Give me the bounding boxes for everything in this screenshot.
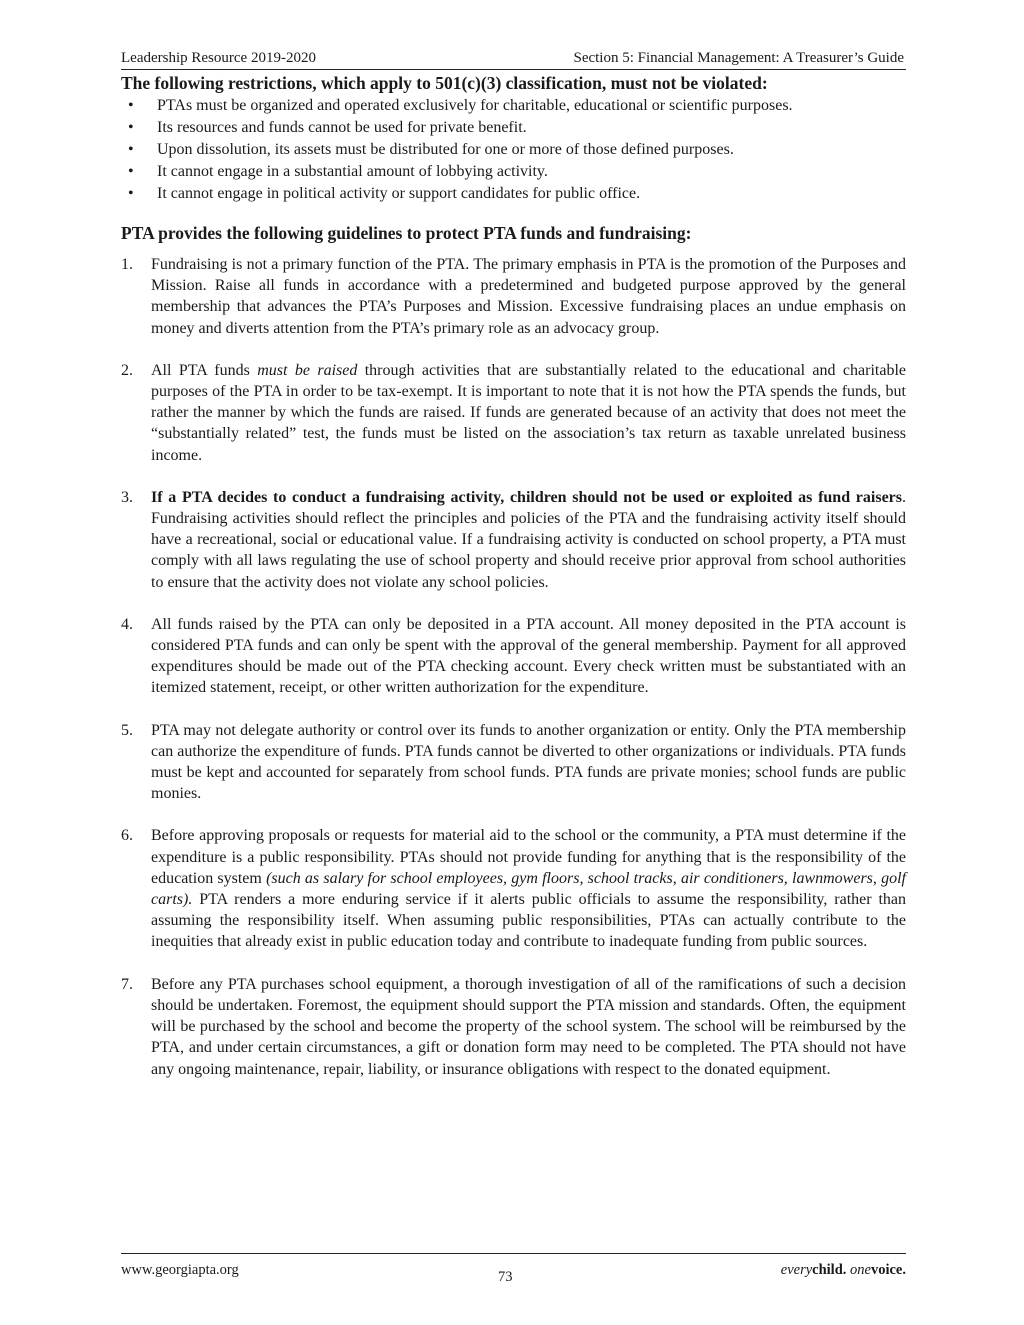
header-right-title: Section 5: Financial Management: A Treasurer’s Guide [573, 50, 904, 66]
list-item-text: Its resources and funds cannot be used for private benefit. [157, 119, 527, 136]
item-number: 5. [121, 721, 133, 739]
footer-website: www.georgiapta.org [121, 1262, 239, 1278]
guidelines-list [121, 254, 906, 1080]
item-number: 2. [121, 361, 133, 379]
page-content [121, 72, 906, 1101]
guideline-item-6 [121, 825, 906, 952]
item-text: PTA may not delegate authority or control over its funds to another organization or entity. Only the PTA membership can authorize the expenditure of funds. PTA funds cannot be diverted to other organizations or individuals. PTA funds must be kept and accounted for separately from school funds. PTA funds are private monies; school funds are public monies. [151, 721, 906, 803]
guideline-item-2 [121, 360, 906, 466]
item-number: 4. [121, 615, 133, 633]
item-text: Before approving proposals or requests for material aid to the school or the community, a PTA must determine if the expenditure is a public responsibility. PTAs should not provide funding for anything that is the responsibility of the education system (such as salary for school employees, gym floors, school tracks, air conditioners, lawnmowers, golf carts). PTA renders a more enduring service if it alerts public officials to assume the responsibility, rather than assuming the responsibility itself. When assuming public responsibilities, PTAs can actually contribute to the inequities that already exist in public education today and contribute to inadequate funding from public sources. [151, 827, 907, 951]
bullet-icon: • [128, 97, 134, 114]
item-number: 7. [121, 975, 133, 993]
list-item-text: It cannot engage in a substantial amount of lobbying activity. [157, 163, 548, 180]
list-item-text: It cannot engage in political activity or support candidates for public office. [157, 185, 641, 202]
footer-slogan: everychild. onevoice. [780, 1262, 906, 1278]
list-item [121, 117, 906, 139]
guideline-item-5 [121, 720, 906, 805]
guidelines-heading: PTA provides the following guidelines to protect PTA funds and fundraising: [121, 223, 692, 243]
list-item-text: Upon dissolution, its assets must be distributed for one or more of those defined purposes. [157, 141, 734, 158]
item-number: 3. [121, 488, 133, 506]
bold-lead-text: If a PTA decides to conduct a fundraising activity, children should not be used or exploited as fund raisers [151, 488, 902, 506]
item-text: All PTA funds must be raised through activities that are substantially related to the educational and charitable purposes of the PTA in order to be tax-exempt. It is important to note that it is not how the PTA spends the funds, but rather the manner by which the funds are raised. If funds are generated because of an activity that does not meet the “substantially related” test, the funds must be listed on the association’s tax return as taxable unrelated business income. [151, 361, 906, 464]
list-item-text: PTAs must be organized and operated exclusively for charitable, educational or scientific purposes. [157, 97, 793, 114]
header-left-title: Leadership Resource 2019-2020 [121, 50, 316, 66]
item-text: All funds raised by the PTA can only be deposited in a PTA account. All money deposited in the PTA account is considered PTA funds and can only be spent with the approval of the general membership. Payment for all approved expenditures should be made out of the PTA checking account. Every check written must be substantiated with an itemized statement, receipt, or other written authorization for the expenditure. [151, 615, 906, 697]
guideline-item-4 [121, 614, 906, 699]
list-item [121, 95, 906, 117]
guideline-item-7 [121, 974, 906, 1080]
restrictions-list [121, 95, 906, 205]
item-text: Before any PTA purchases school equipment, a thorough investigation of all of the ramifications of such a decision should be undertaken. Foremost, the equipment should support the PTA mission and standards. Often, the equipment will be purchased by the school and become the property of the school system. The school will be reimbursed by the PTA, and under certain circumstances, a gift or donation form may need to be completed. The PTA should not have any ongoing maintenance, repair, liability, or insurance obligations with respect to the donated equipment. [151, 975, 906, 1078]
page-number: 73 [498, 1269, 513, 1285]
list-item [121, 139, 906, 161]
bullet-icon: • [128, 163, 134, 180]
list-item [121, 183, 906, 205]
bullet-icon: • [128, 141, 134, 158]
page-header [121, 48, 906, 70]
guideline-item-1 [121, 254, 906, 339]
bullet-icon: • [128, 119, 134, 136]
item-text: Fundraising is not a primary function of the PTA. The primary emphasis in PTA is the promotion of the Purposes and Mission. Raise all funds in accordance with a predetermined and budgeted purpose approved by the general membership that advances the PTA’s Purposes and Mission. Excessive fundraising places an undue emphasis on money and diverts attention from the PTA’s primary role as an advocacy group. [151, 256, 906, 337]
emphasis-text: must be raised [257, 361, 358, 379]
guideline-item-3 [121, 487, 906, 593]
list-item [121, 161, 906, 183]
bullet-icon: • [128, 185, 134, 202]
page-footer [121, 1253, 906, 1293]
item-number: 6. [121, 827, 133, 845]
item-text: If a PTA decides to conduct a fundraising activity, children should not be used or exploited as fund raisers. Fundraising activities should reflect the principles and policies of the PTA and the fundraising activity itself should have a recreational, social or educational value. If a fundraising activity is conducted on school property, a PTA must comply with all laws regulating the use of school property and should receive prior approval from school authorities to ensure that the activity does not violate any school policies. [151, 488, 906, 591]
item-number: 1. [121, 256, 133, 273]
emphasis-text: (such as salary for school employees, gym floors, school tracks, air conditioners, lawnmowers, golf carts). [151, 869, 907, 909]
restrictions-heading: The following restrictions, which apply to 501(c)(3) classification, must not be violated: [121, 73, 768, 93]
